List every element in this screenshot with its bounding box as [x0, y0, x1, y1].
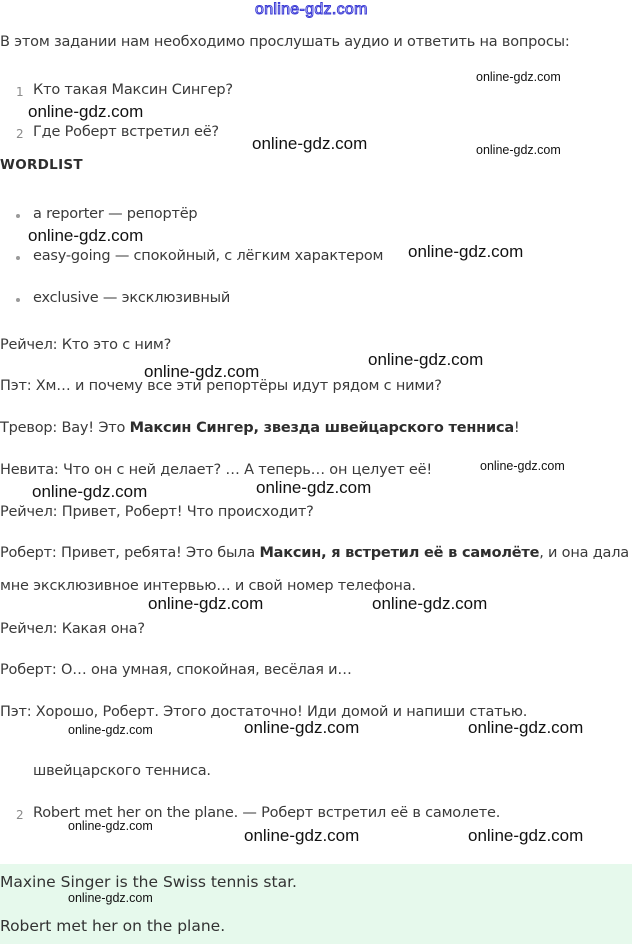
watermark: online-gdz.com: [256, 478, 372, 497]
watermark: online-gdz.com: [372, 594, 488, 613]
wordlist-heading: WORDLIST: [0, 157, 83, 173]
watermark: online-gdz.com: [480, 459, 565, 473]
dialogue-text: !: [513, 420, 520, 436]
wordlist-item: easy-going — спокойный, с лёгким характером: [33, 248, 384, 264]
watermark: online-gdz.com: [68, 819, 153, 833]
watermark: online-gdz.com: [476, 70, 561, 84]
question-text: Где Роберт встретил её?: [33, 124, 219, 140]
answer-box-line: Maxine Singer is the Swiss tennis star.: [0, 873, 297, 891]
watermark: online-gdz.com: [144, 362, 260, 381]
bullet-icon: [16, 214, 20, 218]
answer-text: швейцарского тенниса.: [33, 763, 211, 779]
watermark: online-gdz.com: [68, 891, 153, 905]
wordlist-item: exclusive — эксклюзивный: [33, 290, 231, 306]
watermark: online-gdz.com: [28, 102, 144, 121]
watermark: online-gdz.com: [244, 718, 360, 737]
wordlist-item: a reporter — репортёр: [33, 206, 198, 222]
dialogue-line: мне эксклюзивное интервью… и свой номер телефона.: [0, 578, 416, 594]
watermark-top: online-gdz.com: [255, 1, 368, 18]
dialogue-line: [0, 420, 520, 436]
answer-box-line: Robert met her on the plane.: [0, 917, 226, 935]
watermark: online-gdz.com: [244, 826, 360, 845]
answer-number: 2: [16, 808, 24, 822]
question-number: 1: [16, 85, 24, 99]
dialogue-line: [0, 545, 629, 561]
dialogue-bold: Максин Сингер, звезда швейцарского тенниса: [129, 420, 514, 436]
dialogue-line: Рейчел: Привет, Роберт! Что происходит?: [0, 504, 314, 520]
bullet-icon: [16, 298, 20, 302]
watermark: online-gdz.com: [368, 350, 484, 369]
watermark: online-gdz.com: [468, 826, 584, 845]
watermark: online-gdz.com: [68, 723, 153, 737]
dialogue-bold: Максин, я встретил её в самолёте: [259, 545, 540, 561]
watermark: online-gdz.com: [28, 226, 144, 245]
watermark: online-gdz.com: [476, 143, 561, 157]
answer-text: Robert met her on the plane. — Роберт встретил её в самолете.: [33, 805, 501, 821]
dialogue-line: Рейчел: Кто это с ним?: [0, 337, 172, 353]
dialogue-line: Роберт: О… она умная, спокойная, весёлая и…: [0, 662, 352, 678]
watermark: online-gdz.com: [252, 134, 368, 153]
bullet-icon: [16, 256, 20, 260]
watermark: online-gdz.com: [468, 718, 584, 737]
watermark: online-gdz.com: [408, 242, 524, 261]
watermark: online-gdz.com: [148, 594, 264, 613]
question-text: Кто такая Максин Сингер?: [33, 82, 233, 98]
dialogue-text: Роберт: Привет, ребята! Это была: [0, 545, 260, 561]
dialogue-text: Тревор: Вау! Это: [0, 420, 130, 436]
dialogue-line: Пэт: Хм… и почему все эти репортёры идут рядом с ними?: [0, 378, 442, 394]
dialogue-text: , и она дала: [539, 545, 629, 561]
intro-text: В этом задании нам необходимо прослушать аудио и ответить на вопросы:: [0, 34, 570, 50]
dialogue-line: Невита: Что он с ней делает? … А теперь… он целует её!: [0, 462, 432, 478]
dialogue-line: Рейчел: Какая она?: [0, 621, 145, 637]
dialogue-line: Пэт: Хорошо, Роберт. Этого достаточно! Иди домой и напиши статью.: [0, 704, 528, 720]
question-number: 2: [16, 127, 24, 141]
watermark: online-gdz.com: [32, 482, 148, 501]
